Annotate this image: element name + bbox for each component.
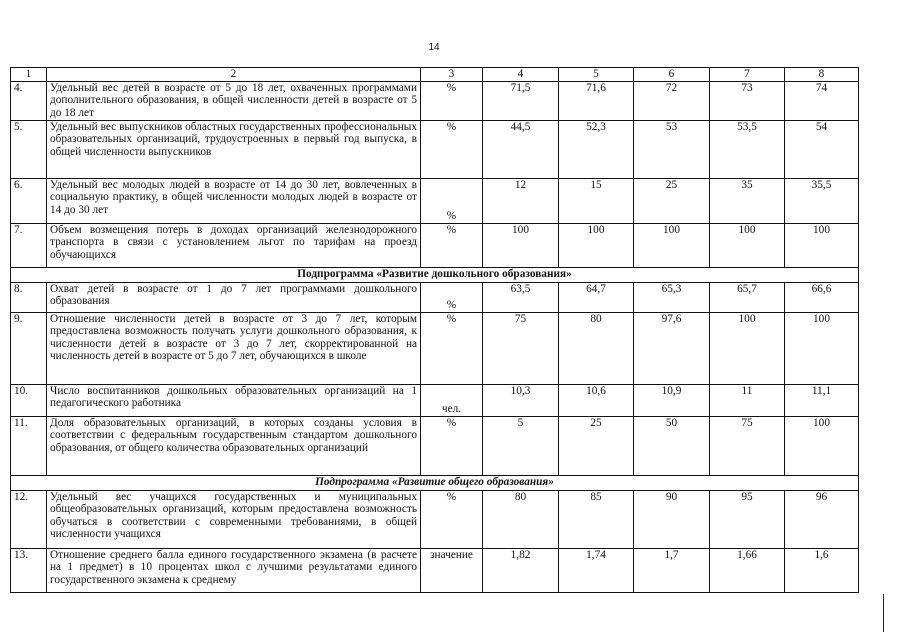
column-header: 1 xyxy=(11,68,47,82)
unit-cell: % xyxy=(421,282,483,312)
column-header: 2 xyxy=(47,68,421,82)
indicator-description: Отношение численности детей в возрасте от 3 до 7 лет, которым предоставлена возможность получать услуги дошкольного образования, к численности детей в возрасте от 3 до 7 лет, скорректированной на численность детей в возрасте от 5 до 7 лет, обучающихся в школе xyxy=(47,312,421,384)
indicator-description: Объем возмещения потерь в доходах организаций железнодорожного транспорта в связи с установлением льгот по тарифам на проезд обучающихся xyxy=(47,223,421,267)
section-row xyxy=(11,475,859,490)
value-cell: 15 xyxy=(559,178,634,223)
indicator-description: Доля образовательных организаций, в которых созданы условия в соответствии с федеральным государственным стандартом дошкольного образования, от общего количества образовательных организаций xyxy=(47,416,421,475)
row-number: 5. xyxy=(11,120,47,178)
value-cell: 35 xyxy=(710,178,785,223)
section-row xyxy=(11,267,859,282)
value-cell: 12 xyxy=(483,178,559,223)
unit-cell: значение xyxy=(421,548,483,592)
value-cell: 73 xyxy=(710,81,785,120)
value-cell: 85 xyxy=(559,490,634,548)
value-cell: 100 xyxy=(785,312,859,384)
value-cell: 97,6 xyxy=(634,312,710,384)
value-cell: 53 xyxy=(634,120,710,178)
indicator-description: Удельный вес учащихся государственных и муниципальных общеобразовательных организаций, которым предоставлена возможность обучаться в соответствии с современными требованиями, в общей численности учащихся xyxy=(47,490,421,548)
section-title: Подпрограмма «Развитие дошкольного образования» xyxy=(11,267,859,282)
table-row xyxy=(11,178,859,223)
unit-cell: % xyxy=(421,490,483,548)
value-cell: 1,66 xyxy=(710,548,785,592)
column-header: 6 xyxy=(634,68,710,82)
unit-cell: % xyxy=(421,120,483,178)
value-cell: 71,6 xyxy=(559,81,634,120)
table-row xyxy=(11,282,859,312)
row-number: 12. xyxy=(11,490,47,548)
value-cell: 100 xyxy=(710,223,785,267)
value-cell: 1,82 xyxy=(483,548,559,592)
indicator-description: Число воспитанников дошкольных образовательных организаций на 1 педагогического работника xyxy=(47,384,421,416)
row-number: 10. xyxy=(11,384,47,416)
indicator-description: Удельный вес детей в возрасте от 5 до 18 лет, охваченных программами дополнительного образования, в общей численности детей в возрасте от 5 до 18 лет xyxy=(47,81,421,120)
value-cell: 90 xyxy=(634,490,710,548)
indicator-description: Отношение среднего балла единого государственного экзамена (в расчете на 1 предмет) в 10 процентах школ с лучшими результатами единого государственного экзамена к среднему xyxy=(47,548,421,592)
column-header: 5 xyxy=(559,68,634,82)
value-cell: 11,1 xyxy=(785,384,859,416)
table-row xyxy=(11,81,859,120)
row-number: 8. xyxy=(11,282,47,312)
table-row xyxy=(11,223,859,267)
column-header: 3 xyxy=(421,68,483,82)
value-cell: 100 xyxy=(483,223,559,267)
row-number: 6. xyxy=(11,178,47,223)
unit-cell: % xyxy=(421,81,483,120)
value-cell: 80 xyxy=(483,490,559,548)
value-cell: 65,7 xyxy=(710,282,785,312)
value-cell: 1,74 xyxy=(559,548,634,592)
value-cell: 100 xyxy=(710,312,785,384)
value-cell: 52,3 xyxy=(559,120,634,178)
row-number: 13. xyxy=(11,548,47,592)
unit-cell: % xyxy=(421,223,483,267)
value-cell: 80 xyxy=(559,312,634,384)
value-cell: 50 xyxy=(634,416,710,475)
value-cell: 63,5 xyxy=(483,282,559,312)
value-cell: 71,5 xyxy=(483,81,559,120)
indicators-table xyxy=(10,67,859,593)
indicator-description: Удельный вес выпускников областных государственных профессиональных образовательных организаций, трудоустроенных в первый год выпуска, в общей численности выпускников xyxy=(47,120,421,178)
unit-cell: % xyxy=(421,416,483,475)
value-cell: 53,5 xyxy=(710,120,785,178)
table-row xyxy=(11,490,859,548)
section-title: Подпрограмма «Развитие общего образования» xyxy=(11,475,859,490)
value-cell: 100 xyxy=(785,223,859,267)
value-cell: 54 xyxy=(785,120,859,178)
header-row xyxy=(11,68,859,82)
value-cell: 10,9 xyxy=(634,384,710,416)
value-cell: 100 xyxy=(634,223,710,267)
table-row xyxy=(11,312,859,384)
value-cell: 64,7 xyxy=(559,282,634,312)
unit-cell: чел. xyxy=(421,384,483,416)
unit-cell: % xyxy=(421,312,483,384)
indicator-description: Охват детей в возрасте от 1 до 7 лет программами дошкольного образования xyxy=(47,282,421,312)
page-edge-line xyxy=(883,594,884,632)
column-header: 8 xyxy=(785,68,859,82)
value-cell: 65,3 xyxy=(634,282,710,312)
value-cell: 96 xyxy=(785,490,859,548)
table-row xyxy=(11,384,859,416)
value-cell: 72 xyxy=(634,81,710,120)
column-header: 7 xyxy=(710,68,785,82)
row-number: 11. xyxy=(11,416,47,475)
row-number: 7. xyxy=(11,223,47,267)
value-cell: 66,6 xyxy=(785,282,859,312)
table-row xyxy=(11,120,859,178)
value-cell: 100 xyxy=(559,223,634,267)
value-cell: 25 xyxy=(559,416,634,475)
value-cell: 11 xyxy=(710,384,785,416)
unit-cell: % xyxy=(421,178,483,223)
value-cell: 44,5 xyxy=(483,120,559,178)
value-cell: 75 xyxy=(710,416,785,475)
row-number: 4. xyxy=(11,81,47,120)
value-cell: 1,7 xyxy=(634,548,710,592)
value-cell: 10,6 xyxy=(559,384,634,416)
value-cell: 5 xyxy=(483,416,559,475)
value-cell: 74 xyxy=(785,81,859,120)
value-cell: 100 xyxy=(785,416,859,475)
indicator-description: Удельный вес молодых людей в возрасте от 14 до 30 лет, вовлеченных в социальную практику, в общей численности молодых людей в возрасте от 14 до 30 лет xyxy=(47,178,421,223)
value-cell: 35,5 xyxy=(785,178,859,223)
row-number: 9. xyxy=(11,312,47,384)
value-cell: 1,6 xyxy=(785,548,859,592)
column-header: 4 xyxy=(483,68,559,82)
value-cell: 25 xyxy=(634,178,710,223)
table-row xyxy=(11,416,859,475)
value-cell: 95 xyxy=(710,490,785,548)
table-row xyxy=(11,548,859,592)
value-cell: 75 xyxy=(483,312,559,384)
value-cell: 10,3 xyxy=(483,384,559,416)
page-number: 14 xyxy=(428,42,440,53)
